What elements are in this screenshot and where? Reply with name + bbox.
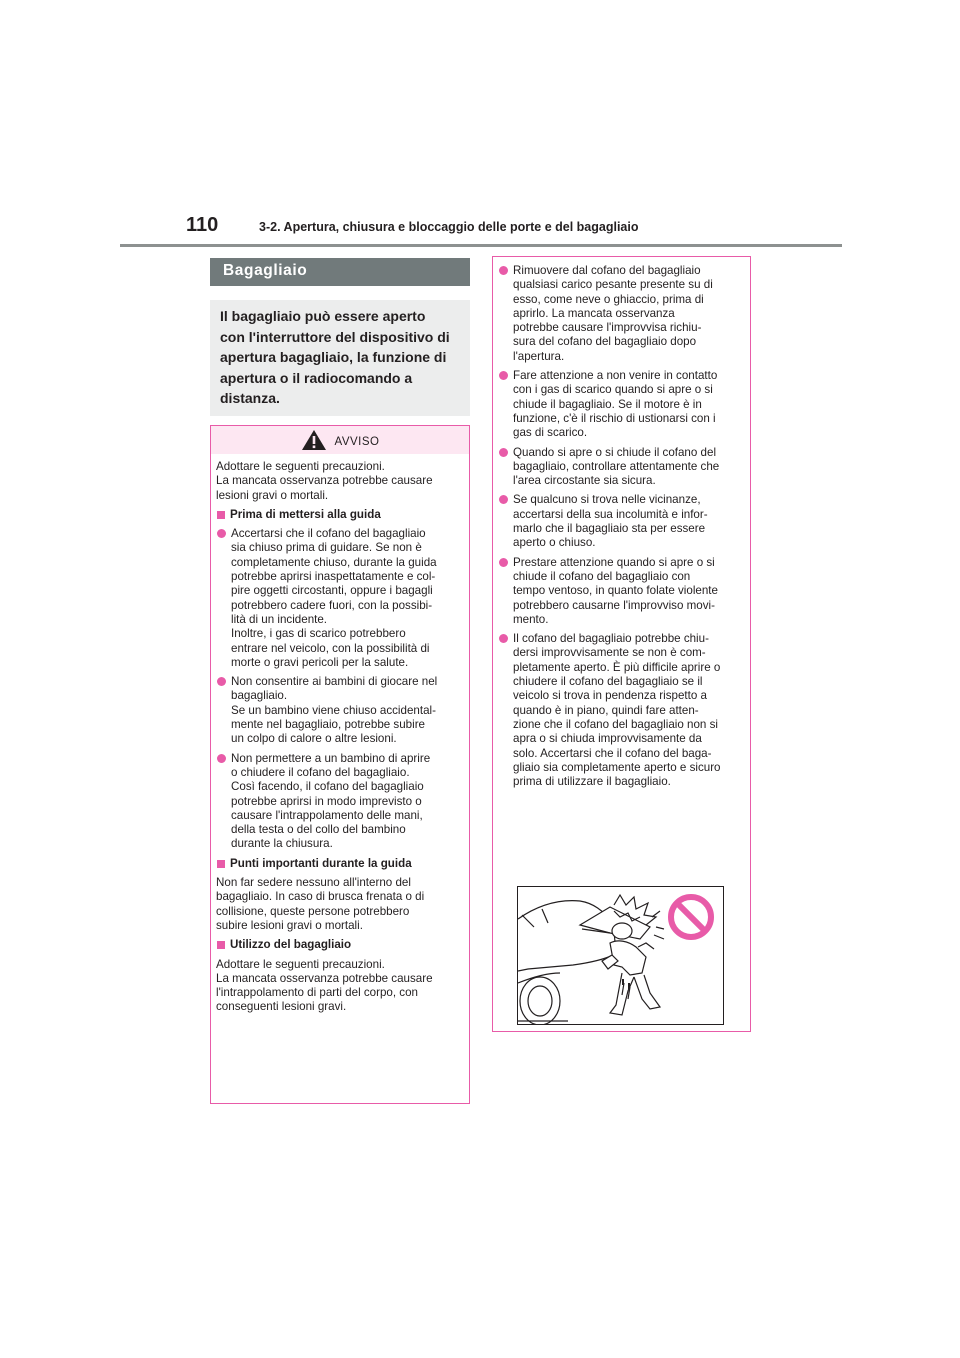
text-line: Rimuovere dal cofano del bagagliaio xyxy=(513,264,701,277)
text-line: pletamente aperto. È più difficile aprire o xyxy=(513,660,721,674)
subheading-text: Prima di mettersi alla guida xyxy=(230,507,381,521)
prohibited-icon xyxy=(667,893,715,941)
warning-header xyxy=(211,426,469,454)
text-line: apra o si chiuda improvvisamente da xyxy=(513,732,702,746)
subheading xyxy=(216,857,465,871)
text-line: Se un bambino viene chiuso accidental- xyxy=(231,703,436,717)
text-line: sura del cofano del bagagliaio dopo xyxy=(513,335,697,349)
bullet-dot-icon xyxy=(499,448,508,457)
text-line: quando è in piano, quindi fare atten- xyxy=(513,703,699,717)
text-line: sia chiuso prima di guidare. Se non è xyxy=(231,541,422,555)
subheading-text: Utilizzo del bagagliaio xyxy=(230,938,352,952)
text-line: bagagliaio, controllare attentamente che xyxy=(513,459,720,473)
text-line: aprirlo. La mancata osservanza xyxy=(513,306,675,320)
text-line: Quando si apre o si chiude il cofano del xyxy=(513,445,717,459)
paragraph xyxy=(216,876,465,933)
intro-box xyxy=(210,300,470,416)
text-line: chiude il bagagliaio. Se il motore è in xyxy=(513,397,702,411)
text-line: prima di utilizzare il bagagliaio. xyxy=(513,775,671,789)
text-line: potrebbe aprirsi in modo imprevisto o xyxy=(231,794,422,808)
text-line: Così facendo, il cofano del bagagliaio xyxy=(231,780,424,794)
bullet-dot-icon xyxy=(499,266,508,275)
text-line: potrebbe aprirsi inaspettatamente e col- xyxy=(231,570,436,584)
text-line: accertarsi della sua incolumità e infor- xyxy=(513,507,708,521)
text-line: della testa o del collo del bambino xyxy=(231,823,406,837)
text-line: solo. Accertarsi che il cofano del baga- xyxy=(513,746,712,760)
text-line: Adottare le seguenti precauzioni. xyxy=(216,460,385,473)
paragraph xyxy=(216,958,465,1015)
bullet-item xyxy=(498,493,746,550)
text-line: bagagliaio. In caso di brusca frenata o di xyxy=(216,890,425,904)
bullet-dot-icon xyxy=(217,754,226,763)
text-line: veicolo si trova in pendenza rispetto a xyxy=(513,689,707,703)
text-line: bagagliaio. xyxy=(231,689,288,703)
header-rule xyxy=(120,244,842,247)
bullet-dot-icon xyxy=(217,529,226,538)
text-line: o chiudere il cofano del bagagliaio. xyxy=(231,765,410,779)
warning-body xyxy=(493,257,750,789)
text-line: pire oggetti circostanti, oppure i bagagli xyxy=(231,584,433,598)
text-line: tempo ventoso, in quanto folate violente xyxy=(513,584,718,598)
text-line: potrebbero causarne l'improvviso movi- xyxy=(513,598,715,612)
intro-line: distanza. xyxy=(220,390,280,407)
text-line: gliaio sia completamente aperto e sicuro xyxy=(513,760,721,774)
text-line: causare l'intrappolamento delle mani, xyxy=(231,808,423,822)
text-line: lesioni gravi o mortali. xyxy=(216,488,329,502)
chapter-title: 3-2. Apertura, chiusura e bloccaggio delle porte e del bagagliaio xyxy=(259,220,639,234)
bullet-item xyxy=(498,632,746,789)
text-line: collisione, queste persone potrebbero xyxy=(216,904,410,918)
text-line: Prestare attenzione quando si apre o si xyxy=(513,555,715,569)
text-line: Non far sedere nessuno all'interno del xyxy=(216,876,411,890)
text-line: potrebbe causare l'improvvisa richiu- xyxy=(513,321,702,335)
page-number: 110 xyxy=(186,214,219,236)
square-bullet-icon xyxy=(217,511,225,519)
text-line: Accertarsi che il cofano del bagagliaio xyxy=(231,527,426,541)
bullet-dot-icon xyxy=(499,634,508,643)
text-line: un colpo di calore o altre lesioni. xyxy=(231,732,397,746)
warning-body xyxy=(211,454,469,1015)
text-line: Inoltre, i gas di scarico potrebbero xyxy=(231,627,406,641)
text-line: durante la chiusura. xyxy=(231,837,333,851)
warning-triangle-icon xyxy=(301,429,327,451)
bullet-dot-icon xyxy=(499,558,508,567)
text-line: marlo che il bagagliaio sta per essere xyxy=(513,522,706,536)
bullet-dot-icon xyxy=(217,677,226,686)
text-line: chiudere il cofano del bagagliaio se il xyxy=(513,675,703,689)
text-line: funzione, c'è il rischio di ustionarsi con i xyxy=(513,411,716,425)
text-line: chiude il cofano del bagagliaio con xyxy=(513,569,691,583)
bullet-item xyxy=(498,446,746,489)
text-line: La mancata osservanza potrebbe causare xyxy=(216,474,433,488)
bullet-item xyxy=(216,527,465,670)
text-line: mento. xyxy=(513,612,549,626)
text-line: l'area circostante sia sicura. xyxy=(513,474,656,488)
text-line: con i gas di scarico quando si apre o si xyxy=(513,383,713,397)
text-line: Fare attenzione a non venire in contatto xyxy=(513,369,718,383)
text-line: entrare nel veicolo, con la possibilità di xyxy=(231,641,430,655)
text-line: l'apertura. xyxy=(513,349,565,363)
bullet-item xyxy=(498,264,746,364)
text-line: Se qualcuno si trova nelle vicinanze, xyxy=(513,493,701,507)
text-line: l'intrappolamento di parti del corpo, con xyxy=(216,986,419,1000)
text-line: conseguenti lesioni gravi. xyxy=(216,1000,347,1014)
text-line: subire lesioni gravi o mortali. xyxy=(216,918,363,932)
intro-line: apertura bagagliaio, la funzione di xyxy=(220,349,447,366)
text-line: lità di un incidente. xyxy=(231,612,328,626)
text-line: gas di scarico. xyxy=(513,426,588,440)
intro-line: Il bagagliaio può essere aperto xyxy=(220,308,426,324)
text-line: potrebbero cadere fuori, con la possibi- xyxy=(231,598,433,612)
text-line: La mancata osservanza potrebbe causare xyxy=(216,971,433,985)
intro-line: con l'interruttore del dispositivo di xyxy=(220,328,450,345)
square-bullet-icon xyxy=(217,860,225,868)
bullet-dot-icon xyxy=(499,495,508,504)
subheading-text: Punti importanti durante la guida xyxy=(230,856,412,870)
intro-line: apertura o il radiocomando a xyxy=(220,369,413,386)
bullet-dot-icon xyxy=(499,371,508,380)
text-line: Non permettere a un bambino di aprire xyxy=(231,751,431,765)
warning-label: AVVISO xyxy=(334,435,380,448)
text-line: completamente chiuso, durante la guida xyxy=(231,555,437,569)
text-line: Non consentire ai bambini di giocare nel xyxy=(231,675,438,689)
bullet-item xyxy=(216,752,465,852)
warning-intro xyxy=(216,460,465,503)
square-bullet-icon xyxy=(217,941,225,949)
text-line: morte o gravi pericoli per la salute. xyxy=(231,655,409,669)
bullet-item xyxy=(498,556,746,627)
text-line: esso, come neve o ghiaccio, prima di xyxy=(513,292,704,306)
section-title: Bagagliaio xyxy=(210,258,470,286)
subheading xyxy=(216,508,465,522)
text-line: dersi improvvisamente se non è com- xyxy=(513,646,706,660)
warning-box xyxy=(210,425,470,1104)
text-line: Il cofano del bagagliaio potrebbe chiu- xyxy=(513,632,709,646)
text-line: mente nel bagagliaio, potrebbe subire xyxy=(231,718,426,732)
text-line: Adottare le seguenti precauzioni. xyxy=(216,957,385,971)
bullet-item xyxy=(498,369,746,440)
text-line: qualsiasi carico pesante presente su di xyxy=(513,278,713,292)
bullet-item xyxy=(216,675,465,746)
text-line: aperto o chiuso. xyxy=(513,536,596,550)
text-line: zione che il cofano del bagagliaio non si xyxy=(513,717,718,731)
subheading xyxy=(216,938,465,952)
